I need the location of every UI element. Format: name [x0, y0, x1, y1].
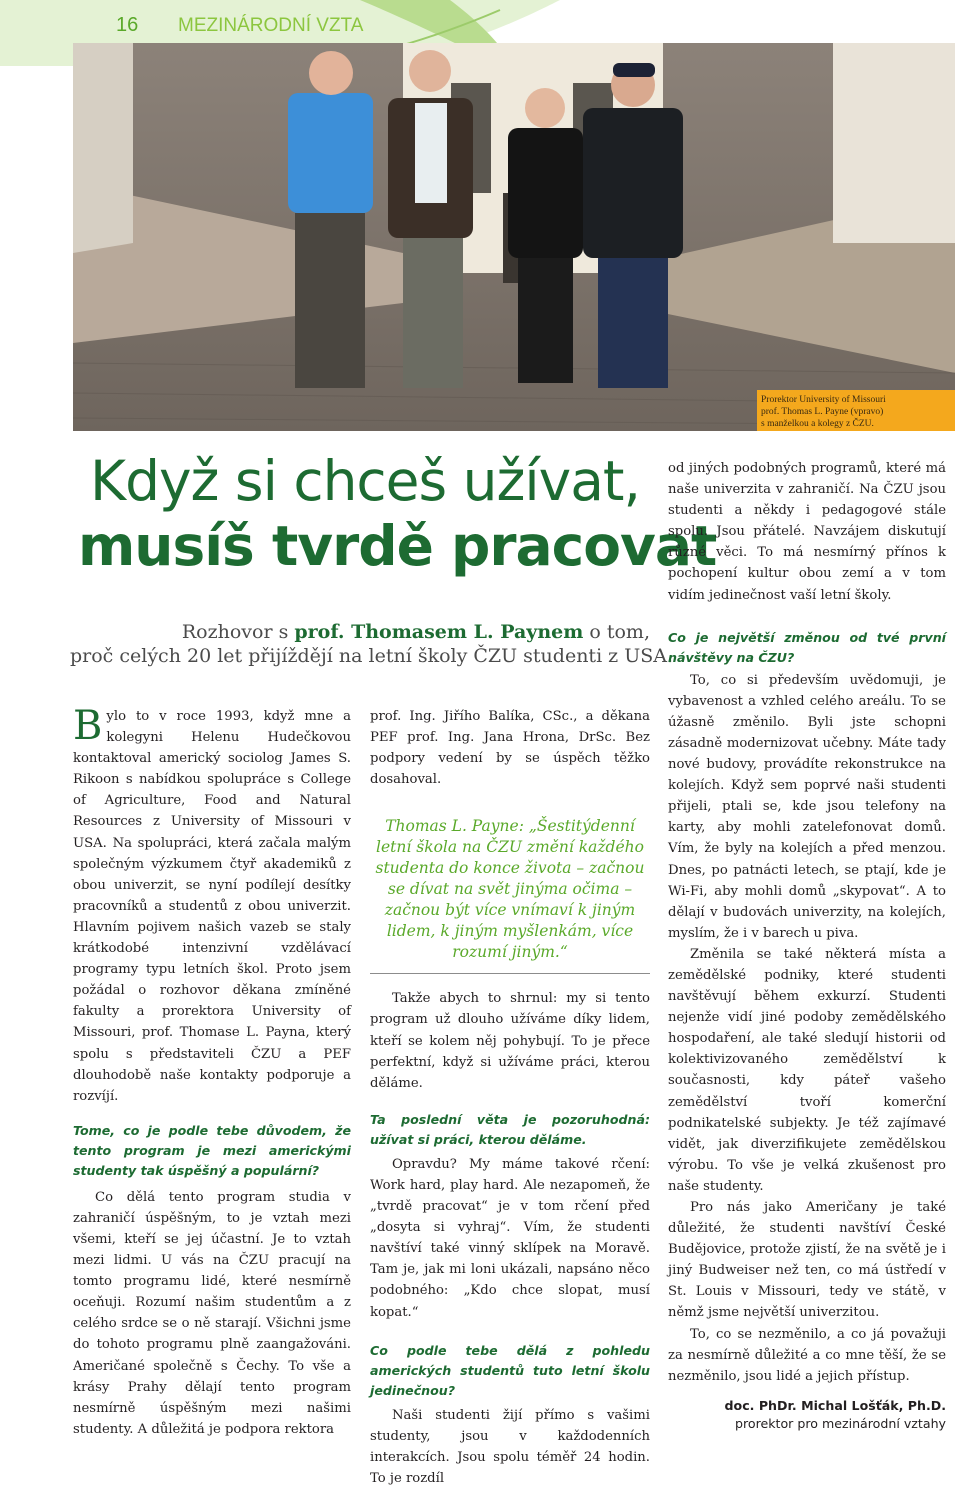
article-title — [78, 448, 717, 578]
question-3: Co podle tebe dělá z pohledu amerických studentů tuto letní školu jedinečnou? — [370, 1342, 650, 1398]
question-1: Tome, co je podle tebe důvodem, že tento program je mezi americkými studenty tak úspěšný a populární? — [73, 1122, 351, 1178]
section-label: MEZINÁRODNÍ VZTA — [178, 15, 364, 36]
answer-3-continued: od jiných podobných programů, které má naše univerzita v zahraničí. Na ČZU jsou studenti a někdy i pedagogové stále spolu. Jsou přátelé. Navzájem diskutují různé věci. To má nesmírný přínos k pochopení kultur obou zemí a v tom vidím jedinečnost vaší letní školy. — [668, 461, 946, 603]
question-2: Ta poslední věta je pozoruhodná: užívat si práci, kterou děláme. — [370, 1111, 650, 1147]
answer-4-part-2: Změnila se také některá místa a zemědělské podniky, které studenti navštěvují během exkurzí. Studenti nejenže vidí jiné podoby zemědělského hospodaření, ale také sledují historii od kolektivizovaného zemědělství k současnosti, kdy páteř vašeho zemědělství tvoří komerční podnikatelské subjekty. Je též zajímavé vidět, jak diverzifikujete zemědělskou výrobu. To vše je velká zkušenost pro naše studenty. — [668, 946, 946, 1194]
question-4: Co je největší změnou od tvé první návštěvy na ČZU? — [668, 629, 946, 665]
article-column-1 — [73, 703, 351, 1440]
article-title-line2: musíš tvrdě pracovat — [78, 514, 717, 578]
subtitle-pre: Rozhovor s — [181, 621, 295, 643]
article-column-2 — [370, 706, 650, 1489]
pull-quote: Thomas L. Payne: „Šestitýdenní letní škola na ČZU změní každého studenta do konce života – začnou se dívat na svět jinýma očima – začnou být více vnímaví k jiným lidem, k jiným myšlenkám, více rozumí jiným.“ — [370, 808, 650, 974]
intro-text: ylo to v roce 1993, když mne a kolegyni Helenu Hudečkovou kontaktoval americký sociolog James S. Rikoon s nabídkou spolupráce s College of Agriculture, Food and Natural Resources z University of Missouri v USA. Na spolupráci, která začala malým společným výzkumem čtyř akademiků z obou univerzit, se nyní podílejí desítky pracovníků a studentů z obou univerzit. Hlavním pojivem našich vazeb se staly krátkodobé intenzivní vzdělávací programy typu letních škol. Proto jsem požádal o rozhovor děkana zmíněné fakulty a prorektora University of Missouri, prof. Thomase L. Payna, který spolu s představiteli ČZU a PEF dlouhodobě naše kontakty podporuje a rozvíjí. — [73, 709, 351, 1104]
page-number: 16 — [116, 14, 139, 36]
summary-paragraph: Takže abych to shrnul: my si tento program už dlouho užíváme díky lidem, kteří se kolem něj pohybují. To je přece perfektní, když si užíváme práci, kterou děláme. — [370, 991, 650, 1091]
answer-2: Opravdu? My máme takové rčení: Work hard, play hard. Ale nezapomeň, že „tvrdě pracovat“ je v tom rčení před „dosyta si vyhraj“. Vím, že studenti navštíví také vinný sklípek na Moravě. Tam je, jak mi loni ukázali, napsáno něco podobného: „Kdo chce slopat, musí kopat.“ — [370, 1156, 650, 1320]
subtitle-line2: proč celých 20 let přijíždějí na letní školy ČZU studenti z USA. — [70, 645, 674, 667]
answer-4-part-3: Pro nás jako Američany je také důležité, že studenti navštíví České Budějovice, protože zjistí, že na světě je i jiný Budweiser než ten, co má ústředí v St. Louis v Missouri, tedy ve státě, v němž jsme největší univerzitou. — [668, 1200, 946, 1321]
subtitle-post: o tom, — [583, 621, 650, 643]
signature-name: doc. PhDr. Michal Lošťák, Ph.D. — [724, 1397, 946, 1413]
signature-role: prorektor pro mezinárodní vztahy — [734, 1415, 946, 1431]
article-title-line1: Když si chceš užívat, — [90, 449, 640, 513]
answer-4-part-1: To, co si především uvědomuji, je vybavenost a vzhled celého areálu. To se úžasně změnilo. Byli jste schopni zásadně modernizovat učebny. Máte tady nové budovy, provádíte rekonstrukce na kolejích. Když sem poprvé naši studenti přijeli, ptali se, kde jsou telefony na karty, aby mohli zatelefonovat domů. Vím, že byly na kolejích a před menzou. Dnes, po patnácti letech, se ptají, kde je Wi-Fi, aby mohli domů „skypovat“. A to dělají v budovách univerzity, na kolejích, myslím, že i v barech u piva. — [668, 672, 946, 941]
answer-4-part-4: To, co se nezměnilo, a co já považuji za nesmírně důležité a co mne těší, že se nezměnilo, jsou lidé a jejich přístup. — [668, 1326, 946, 1384]
photo-illustration — [73, 43, 955, 431]
article-column-3 — [668, 458, 946, 1433]
answer-3: Naši studenti žijí přímo s vašimi studenty, jsou v každodenních interakcích. Jsou spolu téměř 24 hodin. To je rozdíl — [370, 1407, 650, 1486]
subtitle-name: prof. Thomasem L. Paynem — [294, 621, 584, 643]
answer-1-continued: prof. Ing. Jiřího Balíka, CSc., a děkana PEF prof. Ing. Jana Hrona, DrSc. Bez podpory vedení by se úspěch těžko dosahoval. — [370, 709, 650, 788]
signature — [668, 1397, 946, 1433]
intro-paragraph — [73, 703, 351, 1107]
photo-caption — [757, 390, 955, 431]
photo-caption-line: s manželkou a kolegy z ČZU. — [761, 419, 874, 429]
dropcap: B — [73, 703, 103, 749]
article-subtitle — [70, 620, 674, 668]
article-photo — [73, 43, 955, 431]
photo-caption-line: Prorektor University of Missouri — [761, 395, 886, 405]
answer-1: Co dělá tento program studia v zahraničí úspěšným, to je vztah mezi všemi, kteří se jej účastní. Je to vztah mezi lidmi. U vás na ČZU pracují na tomto programu lidé, které nesmírně oceňuji. Rozumí našim studentům a z celého srdce se o ně starají. Všichni jsme do tohoto programu plně zaangažováni. Američané společně s Čechy. To vše a krásy Prahy dělají tento program nesmírně úspěšným mezi našimi studenty. A důležitá je podpora rektora — [73, 1189, 351, 1437]
photo-caption-line: prof. Thomas L. Payne (vpravo) — [761, 407, 884, 417]
